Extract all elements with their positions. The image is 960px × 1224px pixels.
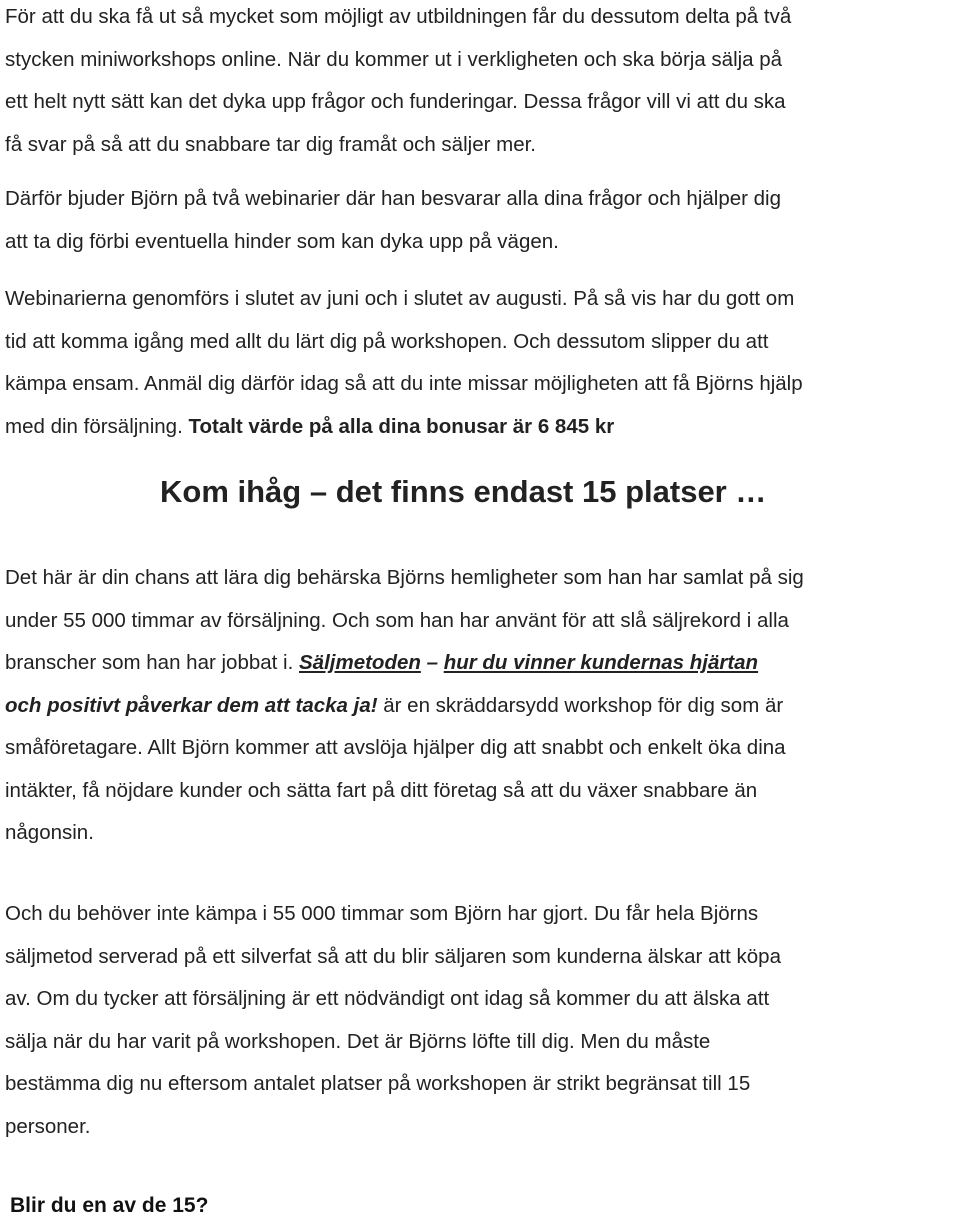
text-line: personer. <box>5 1114 91 1138</box>
paragraph-intro <box>5 0 957 166</box>
workshop-title-part-2: hur du vinner kundernas hjärtan <box>443 651 759 674</box>
text-segment: med din försäljning. <box>5 414 189 438</box>
text-line: sälja när du har varit på workshopen. Det är Björns löfte till dig. Men du måste <box>5 1029 711 1053</box>
workshop-title-dash: – <box>420 651 444 674</box>
text-line: Det här är din chans att lära dig behärska Björns hemligheter som han har samlat på sig <box>5 566 804 589</box>
paragraph-workshop <box>5 557 957 855</box>
headline: Kom ihåg – det finns endast 15 platser … <box>160 474 767 509</box>
text-line <box>5 685 957 728</box>
workshop-title-part-1: Säljmetoden <box>299 651 421 674</box>
paragraph-webinars <box>5 178 957 263</box>
text-line: kämpa ensam. Anmäl dig därför idag så att du inte missar möjligheten att få Björns hjälp <box>5 372 803 395</box>
text-line: intäkter, få nöjdare kunder och sätta fart på ditt företag så att du växer snabbare än <box>5 778 758 802</box>
text-line: småföretagare. Allt Björn kommer att avslöja hjälper dig att snabbt och enkelt öka dina <box>5 736 786 759</box>
text-line: bestämma dig nu eftersom antalet platser på workshopen är strikt begränsat till 15 <box>5 1072 751 1095</box>
text-line: Och du behöver inte kämpa i 55 000 timmar som Björn har gjort. Du får hela Björns <box>5 902 759 925</box>
text-line: Därför bjuder Björn på två webinarier där han besvarar alla dina frågor och hjälper dig <box>5 187 782 210</box>
closing-question: Blir du en av de 15? <box>10 1194 209 1217</box>
text-line: ett helt nytt sätt kan det dyka upp frågor och funderingar. Dessa frågor vill vi att du ska <box>5 90 786 113</box>
text-line: Webinarierna genomförs i slutet av juni och i slutet av augusti. På så vis har du gott om <box>5 287 795 310</box>
text-line: någonsin. <box>5 821 94 844</box>
text-segment: branscher som han har jobbat i. <box>5 651 299 674</box>
text-line <box>5 642 957 685</box>
text-line: att ta dig förbi eventuella hinder som kan dyka upp på vägen. <box>5 229 559 253</box>
text-segment: är en skräddarsydd workshop för dig som är <box>377 693 784 717</box>
text-line <box>5 406 957 449</box>
paragraph-promise <box>5 893 957 1148</box>
text-line: säljmetod serverad på ett silverfat så att du blir säljaren som kunderna älskar att köpa <box>5 944 781 968</box>
workshop-title-part-3: och positivt påverkar dem att tacka ja! <box>5 693 378 717</box>
text-line: av. Om du tycker att försäljning är ett nödvändigt ont idag så kommer du att älska att <box>5 987 770 1010</box>
bonus-value-text: Totalt värde på alla dina bonusar är 6 845 kr <box>188 414 615 438</box>
text-line: under 55 000 timmar av försäljning. Och som han har använt för att slå säljrekord i alla <box>5 608 789 632</box>
text-line: tid att komma igång med allt du lärt dig på workshopen. Och dessutom slipper du att <box>5 329 769 353</box>
text-line: För att du ska få ut så mycket som möjligt av utbildningen får du dessutom delta på två <box>5 5 792 28</box>
text-line: få svar på så att du snabbare tar dig framåt och säljer mer. <box>5 132 536 156</box>
text-line: stycken miniworkshops online. När du kommer ut i verkligheten och ska börja sälja på <box>5 47 783 71</box>
paragraph-schedule <box>5 278 957 448</box>
